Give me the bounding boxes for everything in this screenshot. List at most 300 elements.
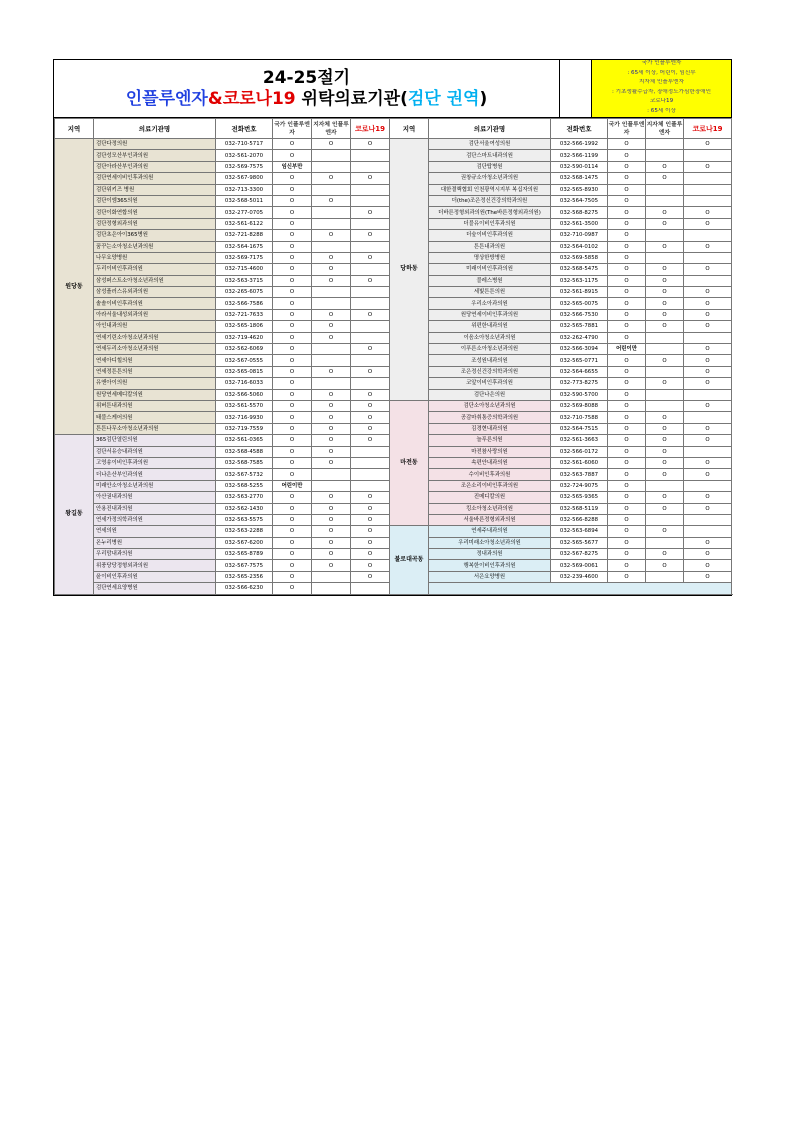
local-flu-mark <box>312 571 351 582</box>
national-flu-mark: O <box>273 275 312 286</box>
clinic-name: 연세주내과의원 <box>429 526 551 537</box>
clinic-name: 연세두리소아청소년과의원 <box>94 344 216 355</box>
local-flu-mark: O <box>312 514 351 525</box>
local-flu-mark: O <box>646 207 684 218</box>
covid-mark: O <box>684 344 732 355</box>
clinic-phone: 032-262-4790 <box>551 332 608 343</box>
national-flu-mark: O <box>608 264 646 275</box>
table-row <box>55 400 732 411</box>
national-flu-mark: O <box>273 264 312 275</box>
local-flu-mark: O <box>646 321 684 332</box>
national-flu-mark: O <box>273 537 312 548</box>
local-flu-mark <box>646 230 684 241</box>
clinic-name: 꿈꾸는소아청소년과의원 <box>94 241 216 252</box>
local-flu-mark: O <box>312 332 351 343</box>
covid-mark: O <box>684 321 732 332</box>
covid-mark: O <box>684 241 732 252</box>
national-flu-mark: O <box>608 435 646 446</box>
local-flu-mark: O <box>646 412 684 423</box>
local-flu-mark <box>646 571 684 582</box>
national-flu-mark: O <box>273 389 312 400</box>
clinic-phone: 032-566-7530 <box>551 309 608 320</box>
covid-mark: O <box>684 218 732 229</box>
clinic-phone: 032-568-5255 <box>216 480 273 491</box>
covid-mark <box>684 480 732 491</box>
local-flu-mark <box>646 195 684 206</box>
clinic-name: 속편안내과의원 <box>429 457 551 468</box>
national-flu-mark: O <box>273 207 312 218</box>
covid-mark: O <box>351 503 390 514</box>
header-local: 지자체 인플루엔자 <box>312 119 351 139</box>
covid-mark <box>351 298 390 309</box>
header-national: 국가 인플루엔자 <box>608 119 646 139</box>
clinic-phone: 032-721-8288 <box>216 230 273 241</box>
national-flu-mark: O <box>273 492 312 503</box>
clinic-name: 검단이엠365의원 <box>94 195 216 206</box>
local-flu-mark: O <box>646 161 684 172</box>
national-flu-mark: O <box>273 321 312 332</box>
clinic-phone: 032-561-5570 <box>216 400 273 411</box>
clinic-name: 튼튼나무소아청소년과의원 <box>94 423 216 434</box>
national-flu-mark: O <box>608 514 646 525</box>
local-flu-mark: O <box>312 457 351 468</box>
national-flu-mark: O <box>273 549 312 560</box>
clinic-phone: 032-710-5717 <box>216 139 273 150</box>
national-flu-mark: O <box>608 526 646 537</box>
title-mid: 위탁의료기관( <box>295 88 408 109</box>
local-flu-mark <box>312 469 351 480</box>
local-flu-mark: O <box>646 264 684 275</box>
clinic-phone: 032-567-6200 <box>216 537 273 548</box>
local-flu-mark <box>312 298 351 309</box>
covid-mark: O <box>684 503 732 514</box>
clinic-name: 연세기린소아청소년과의원 <box>94 332 216 343</box>
clinic-name: 나무요양병원 <box>94 252 216 263</box>
clinic-name: 더나은산부인과의원 <box>94 469 216 480</box>
local-flu-mark: O <box>312 230 351 241</box>
covid-mark: O <box>351 514 390 525</box>
clinic-name: 검단나은의원 <box>429 389 551 400</box>
covid-mark <box>684 332 732 343</box>
clinic-name: 명상한방병원 <box>429 252 551 263</box>
clinic-name: 조성원내과의원 <box>429 355 551 366</box>
clinic-name: 미래안소아청소년과의원 <box>94 480 216 491</box>
header-covid: 코로나19 <box>684 119 732 139</box>
covid-mark: O <box>351 252 390 263</box>
national-flu-mark: O <box>608 457 646 468</box>
season-title: 24-25절기 <box>262 67 351 88</box>
national-flu-mark: O <box>273 571 312 582</box>
clinic-phone: 032-568-5011 <box>216 195 273 206</box>
clinic-phone: 032-563-3715 <box>216 275 273 286</box>
clinic-phone: 032-563-1175 <box>551 275 608 286</box>
clinic-phone: 032-565-1806 <box>216 321 273 332</box>
local-flu-mark: O <box>312 400 351 411</box>
national-flu-mark: O <box>608 355 646 366</box>
clinic-phone: 032-564-7515 <box>551 423 608 434</box>
covid-mark <box>684 173 732 184</box>
national-flu-mark: O <box>273 469 312 480</box>
clinic-name: 삼성플러스유외과의원 <box>94 287 216 298</box>
covid-mark <box>351 218 390 229</box>
clinic-name: 검단서울여성의원 <box>429 139 551 150</box>
clinic-name: 온누리병원 <box>94 537 216 548</box>
clinic-phone: 032-568-7585 <box>216 457 273 468</box>
covid-mark: O <box>684 435 732 446</box>
clinic-phone: 032-566-5060 <box>216 389 273 400</box>
national-flu-mark: O <box>273 173 312 184</box>
national-flu-mark: O <box>608 560 646 571</box>
national-flu-mark: O <box>608 492 646 503</box>
local-flu-mark: O <box>646 423 684 434</box>
legend-line: : 65세 이상, 어린이, 임신부 <box>627 69 696 76</box>
clinic-phone: 032-564-1675 <box>216 241 273 252</box>
covid-mark <box>684 150 732 161</box>
local-flu-mark <box>312 218 351 229</box>
national-flu-mark: O <box>608 309 646 320</box>
clinic-name: 세빛튼튼의원 <box>429 287 551 298</box>
clinic-phone: 032-590-0114 <box>551 161 608 172</box>
header-phone: 전화번호 <box>216 119 273 139</box>
clinic-phone: 032-773-8275 <box>551 378 608 389</box>
clinic-name: 마전참사랑의원 <box>429 446 551 457</box>
local-flu-mark: O <box>312 139 351 150</box>
national-flu-mark: O <box>273 150 312 161</box>
national-flu-mark: O <box>608 400 646 411</box>
national-flu-mark: O <box>608 207 646 218</box>
national-flu-mark: O <box>273 378 312 389</box>
national-flu-mark: O <box>273 423 312 434</box>
title-end: ) <box>479 88 488 109</box>
local-flu-mark: O <box>646 526 684 537</box>
clinic-name: 이음소아청소년과의원 <box>429 332 551 343</box>
covid-mark: O <box>684 264 732 275</box>
title-flu: 인플루엔자 <box>125 88 208 109</box>
local-flu-mark: O <box>312 252 351 263</box>
national-flu-mark: O <box>608 549 646 560</box>
national-flu-mark: O <box>273 514 312 525</box>
national-flu-mark: O <box>273 184 312 195</box>
clinic-phone: 032-563-2288 <box>216 526 273 537</box>
local-flu-mark: O <box>646 173 684 184</box>
clinic-phone: 032-561-3663 <box>551 435 608 446</box>
clinic-name: 연세아디힐의원 <box>94 355 216 366</box>
covid-mark: O <box>684 366 732 377</box>
title-covid: 코로나19 <box>222 88 296 109</box>
clinic-name: 검단연세요양병원 <box>94 583 216 594</box>
covid-mark: O <box>351 412 390 423</box>
clinic-name: 검단위키즈 병원 <box>94 184 216 195</box>
clinic-name: 위편한내과의원 <box>429 321 551 332</box>
clinic-name: 미래이비인후과의원 <box>429 264 551 275</box>
local-flu-mark: O <box>312 366 351 377</box>
main-title <box>126 88 488 110</box>
header-region: 지역 <box>390 119 429 139</box>
national-flu-mark: O <box>608 321 646 332</box>
national-flu-mark: O <box>273 446 312 457</box>
clinic-name: 아인내과의원 <box>94 321 216 332</box>
national-flu-mark: O <box>608 332 646 343</box>
local-flu-mark: O <box>312 492 351 503</box>
national-flu-mark: O <box>608 139 646 150</box>
local-flu-mark: O <box>312 549 351 560</box>
local-flu-mark <box>646 344 684 355</box>
covid-mark <box>684 275 732 286</box>
clinic-name: 안용진내과의원 <box>94 503 216 514</box>
clinic-name: 검단성모산부인과의원 <box>94 150 216 161</box>
clinic-phone: 032-568-8275 <box>551 207 608 218</box>
clinic-phone: 032-565-8930 <box>551 184 608 195</box>
local-flu-mark: O <box>646 469 684 480</box>
national-flu-mark: O <box>273 560 312 571</box>
national-flu-mark: O <box>273 400 312 411</box>
clinic-phone: 032-565-0771 <box>551 355 608 366</box>
clinic-phone: 032-568-5119 <box>551 503 608 514</box>
covid-mark: O <box>351 366 390 377</box>
clinic-phone: 032-565-9365 <box>551 492 608 503</box>
legend-line: 코로나19 <box>649 98 674 104</box>
clinic-phone: 032-562-6069 <box>216 344 273 355</box>
national-flu-mark: O <box>608 480 646 491</box>
national-flu-mark: O <box>273 503 312 514</box>
clinic-phone: 032-564-7505 <box>551 195 608 206</box>
local-flu-mark: O <box>646 309 684 320</box>
clinic-phone: 032-561-6122 <box>216 218 273 229</box>
national-flu-mark: O <box>273 287 312 298</box>
clinic-name: 진메디칼의원 <box>429 492 551 503</box>
covid-mark <box>351 287 390 298</box>
clinic-phone: 032-568-4588 <box>216 446 273 457</box>
national-flu-mark: O <box>273 412 312 423</box>
clinic-phone: 032-590-5700 <box>551 389 608 400</box>
clinic-name: 검단아라산부인과의원 <box>94 161 216 172</box>
covid-mark <box>351 195 390 206</box>
national-flu-mark: O <box>608 252 646 263</box>
local-flu-mark: O <box>646 435 684 446</box>
national-flu-mark: O <box>608 503 646 514</box>
clinic-name: 더바른정형외과의원(The바른정형외과의원) <box>429 207 551 218</box>
local-flu-mark <box>312 355 351 366</box>
clinic-phone: 032-562-1430 <box>216 503 273 514</box>
local-flu-mark: O <box>312 526 351 537</box>
covid-mark <box>351 150 390 161</box>
clinic-name: 검단소아청소년과의원 <box>429 400 551 411</box>
local-flu-mark: O <box>646 560 684 571</box>
national-flu-mark: O <box>608 161 646 172</box>
national-flu-mark: O <box>273 252 312 263</box>
clinic-name: 서울바른정형외과의원 <box>429 514 551 525</box>
covid-mark: O <box>351 526 390 537</box>
clinic-phone: 032-566-1199 <box>551 150 608 161</box>
covid-mark: O <box>684 571 732 582</box>
covid-mark: O <box>684 207 732 218</box>
local-flu-mark: O <box>646 503 684 514</box>
clinic-phone: 032-721-7633 <box>216 309 273 320</box>
local-flu-mark <box>312 287 351 298</box>
national-flu-mark: O <box>273 230 312 241</box>
clinic-phone: 032-563-7887 <box>551 469 608 480</box>
local-flu-mark <box>312 344 351 355</box>
national-flu-mark: O <box>273 355 312 366</box>
covid-mark: O <box>684 161 732 172</box>
clinic-phone: 032-568-5475 <box>551 264 608 275</box>
national-flu-mark: O <box>273 195 312 206</box>
local-flu-mark <box>312 150 351 161</box>
local-flu-mark <box>646 150 684 161</box>
region-cell: 마전동 <box>390 400 429 525</box>
title-amp: & <box>207 88 223 109</box>
clinic-phone: 032-567-9800 <box>216 173 273 184</box>
national-flu-mark: O <box>608 184 646 195</box>
covid-mark <box>684 412 732 423</box>
national-flu-mark: O <box>273 526 312 537</box>
covid-mark: O <box>684 400 732 411</box>
local-flu-mark <box>312 184 351 195</box>
national-flu-mark: O <box>273 583 312 594</box>
clinic-name: 검단탑병원 <box>429 161 551 172</box>
clinic-name: 검단다정의원 <box>94 139 216 150</box>
legend-box <box>592 60 731 117</box>
clinic-name: 우리미래소아청소년과의원 <box>429 537 551 548</box>
clinic-phone: 032-719-4620 <box>216 332 273 343</box>
header-phone: 전화번호 <box>551 119 608 139</box>
clinic-phone: 032-716-9930 <box>216 412 273 423</box>
local-flu-mark: O <box>646 241 684 252</box>
national-flu-mark: O <box>273 241 312 252</box>
title-area: 검단 권역 <box>407 88 480 109</box>
local-flu-mark <box>646 480 684 491</box>
clinic-name: 공감마취통증의학과의원 <box>429 412 551 423</box>
clinic-name: 아산권내과의원 <box>94 492 216 503</box>
national-flu-mark: O <box>608 230 646 241</box>
clinic-phone: 032-561-8915 <box>551 287 608 298</box>
local-flu-mark: O <box>646 492 684 503</box>
covid-mark: O <box>351 389 390 400</box>
national-flu-mark: O <box>608 423 646 434</box>
clinic-name: 블레스병원 <box>429 275 551 286</box>
legend-line: : 65세 이상 <box>647 107 676 114</box>
clinic-phone: 032-566-7586 <box>216 298 273 309</box>
covid-mark <box>351 332 390 343</box>
covid-mark: O <box>684 457 732 468</box>
clinic-phone: 032-565-0815 <box>216 366 273 377</box>
covid-mark <box>351 480 390 491</box>
clinic-phone: 032-569-7575 <box>216 161 273 172</box>
national-flu-mark: O <box>273 344 312 355</box>
clinic-name: 연세의원 <box>94 526 216 537</box>
clinic-phone: 032-239-4600 <box>551 571 608 582</box>
clinic-name: 아라서울내성외과의원 <box>94 309 216 320</box>
covid-mark: O <box>684 537 732 548</box>
clinic-phone: 032-566-0172 <box>551 446 608 457</box>
clinic-name: 검단연세이비인후과의원 <box>94 173 216 184</box>
clinic-phone: 032-561-0365 <box>216 435 273 446</box>
clinic-phone: 032-561-3500 <box>551 218 608 229</box>
covid-mark <box>351 446 390 457</box>
clinic-name: 검단서유승내과의원 <box>94 446 216 457</box>
clinic-table-body <box>55 119 732 595</box>
header-covid: 코로나19 <box>351 119 390 139</box>
clinic-name: 김경현내과의원 <box>429 423 551 434</box>
covid-mark <box>351 184 390 195</box>
covid-mark <box>351 583 390 594</box>
covid-mark: O <box>684 560 732 571</box>
local-flu-mark: O <box>646 446 684 457</box>
region-cell: 원당동 <box>55 139 94 435</box>
covid-mark: O <box>351 549 390 560</box>
local-flu-mark: O <box>312 412 351 423</box>
clinic-phone: 032-713-3300 <box>216 184 273 195</box>
local-flu-mark: O <box>312 446 351 457</box>
local-flu-mark: O <box>312 560 351 571</box>
national-flu-mark: O <box>273 457 312 468</box>
covid-mark <box>351 241 390 252</box>
local-flu-mark: O <box>646 549 684 560</box>
covid-mark: O <box>684 549 732 560</box>
covid-mark <box>351 378 390 389</box>
clinic-phone: 032-565-8789 <box>216 549 273 560</box>
clinic-name: 윤이비인후과의원 <box>94 571 216 582</box>
clinic-name: 원당연세메디칼의원 <box>94 389 216 400</box>
covid-mark <box>684 184 732 195</box>
clinic-phone: 032-567-7575 <box>216 560 273 571</box>
national-flu-mark: O <box>608 287 646 298</box>
clinic-phone: 032-568-1475 <box>551 173 608 184</box>
header-region: 지역 <box>55 119 94 139</box>
covid-mark <box>351 457 390 468</box>
clinic-name: 검단초은아이365병원 <box>94 230 216 241</box>
national-flu-mark: O <box>608 366 646 377</box>
covid-mark <box>351 355 390 366</box>
national-flu-mark: O <box>608 571 646 582</box>
header-name: 의료기관명 <box>429 119 551 139</box>
covid-mark: O <box>684 423 732 434</box>
national-flu-mark: O <box>608 173 646 184</box>
local-flu-mark: O <box>646 457 684 468</box>
local-flu-mark: O <box>646 378 684 389</box>
national-flu-mark: O <box>273 139 312 150</box>
covid-mark: O <box>351 571 390 582</box>
national-flu-mark: O <box>608 275 646 286</box>
clinic-phone: 032-561-6060 <box>551 457 608 468</box>
clinic-phone: 032-566-1992 <box>551 139 608 150</box>
clinic-phone: 032-563-5575 <box>216 514 273 525</box>
covid-mark <box>351 469 390 480</box>
region-cell: 불로대곡동 <box>390 526 429 594</box>
covid-mark: O <box>351 309 390 320</box>
clinic-phone: 032-569-8088 <box>551 400 608 411</box>
local-flu-mark: O <box>646 287 684 298</box>
clinic-name: 튼튼내과의원 <box>429 241 551 252</box>
clinic-name: 킹소아청소년과의원 <box>429 503 551 514</box>
local-flu-mark: O <box>312 195 351 206</box>
national-flu-mark: O <box>608 298 646 309</box>
local-flu-mark <box>646 514 684 525</box>
clinic-phone: 032-710-0987 <box>551 230 608 241</box>
local-flu-mark <box>646 400 684 411</box>
local-flu-mark: O <box>312 275 351 286</box>
national-flu-mark: O <box>608 469 646 480</box>
clinic-name: 대한결핵협회 인천광역시지부 복십자의원 <box>429 184 551 195</box>
national-flu-mark: O <box>608 389 646 400</box>
clinic-name: 더(the)조은정신건강의학과의원 <box>429 195 551 206</box>
clinic-name: 두리이비인후과의원 <box>94 264 216 275</box>
clinic-phone: 032-716-6033 <box>216 378 273 389</box>
clinic-phone: 032-277-0705 <box>216 207 273 218</box>
national-flu-mark: O <box>273 309 312 320</box>
covid-mark: O <box>351 560 390 571</box>
legend-line: 국가 인플루엔자 <box>641 60 682 66</box>
